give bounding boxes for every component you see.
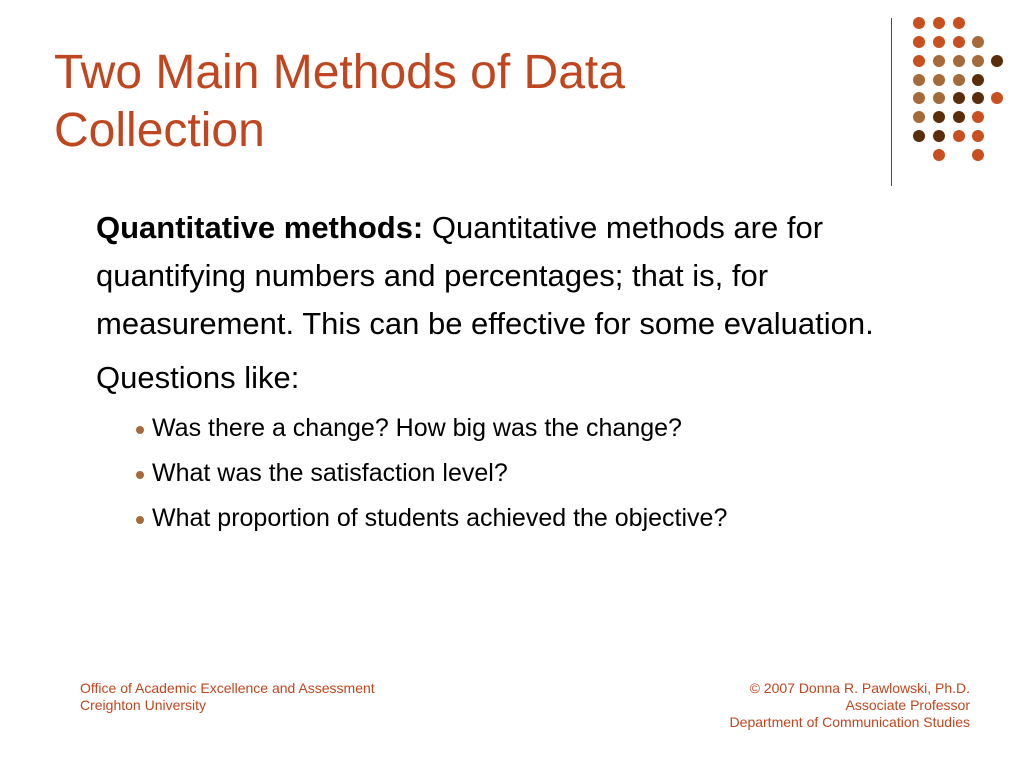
title-line-2: Collection [54, 104, 265, 157]
dot-icon [972, 92, 984, 104]
dot-icon [953, 55, 965, 67]
footer-right [730, 680, 970, 731]
bullet-icon [136, 471, 144, 479]
list-item-text: What was the satisfaction level? [152, 459, 508, 487]
list-item [134, 496, 876, 541]
list-item-text: What proportion of students achieved the objective? [152, 504, 728, 532]
dot-icon [953, 92, 965, 104]
dot-icon [972, 36, 984, 48]
footer-role: Associate Professor [845, 697, 970, 713]
bullet-icon [136, 426, 144, 434]
lead-paragraph [96, 204, 876, 348]
dot-icon [972, 149, 984, 161]
dot-icon [913, 17, 925, 29]
dot-icon [933, 55, 945, 67]
questions-label: Questions like: [96, 360, 300, 395]
dot-icon [972, 74, 984, 86]
question-list [96, 406, 876, 541]
dot-icon [972, 130, 984, 142]
dot-icon [933, 17, 945, 29]
lead-heading: Quantitative methods: [96, 210, 424, 245]
dot-icon [953, 130, 965, 142]
footer-office: Office of Academic Excellence and Assessment [80, 680, 375, 696]
list-item [134, 451, 876, 496]
dot-icon [913, 130, 925, 142]
dot-icon [953, 17, 965, 29]
dot-icon [991, 92, 1003, 104]
dot-icon [913, 92, 925, 104]
dot-icon [913, 74, 925, 86]
dot-icon [913, 55, 925, 67]
footer-department: Department of Communication Studies [729, 714, 970, 730]
dot-icon [933, 130, 945, 142]
dot-icon [933, 74, 945, 86]
dot-icon [933, 92, 945, 104]
dot-icon [972, 111, 984, 123]
dot-icon [913, 111, 925, 123]
list-item [134, 406, 876, 451]
dot-icon [953, 111, 965, 123]
lead-text: Quantitative methods are for quantifying numbers and percentages; that is, for measurement. This can be effective for some evaluation. [96, 210, 874, 341]
dot-icon [953, 74, 965, 86]
slide-body [96, 204, 876, 541]
footer-copyright: © 2007 Donna R. Pawlowski, Ph.D. [749, 680, 970, 696]
dot-icon [972, 55, 984, 67]
dot-icon [913, 36, 925, 48]
title-line-1: Two Main Methods of Data [54, 46, 625, 99]
footer-left [80, 680, 375, 714]
dot-icon [933, 111, 945, 123]
dot-icon [933, 149, 945, 161]
decorative-dot-pattern [0, 0, 1024, 200]
dot-icon [933, 36, 945, 48]
bullet-icon [136, 516, 144, 524]
dot-icon [953, 36, 965, 48]
list-item-text: Was there a change? How big was the change? [152, 414, 682, 442]
footer-university: Creighton University [80, 697, 207, 713]
dot-icon [991, 55, 1003, 67]
